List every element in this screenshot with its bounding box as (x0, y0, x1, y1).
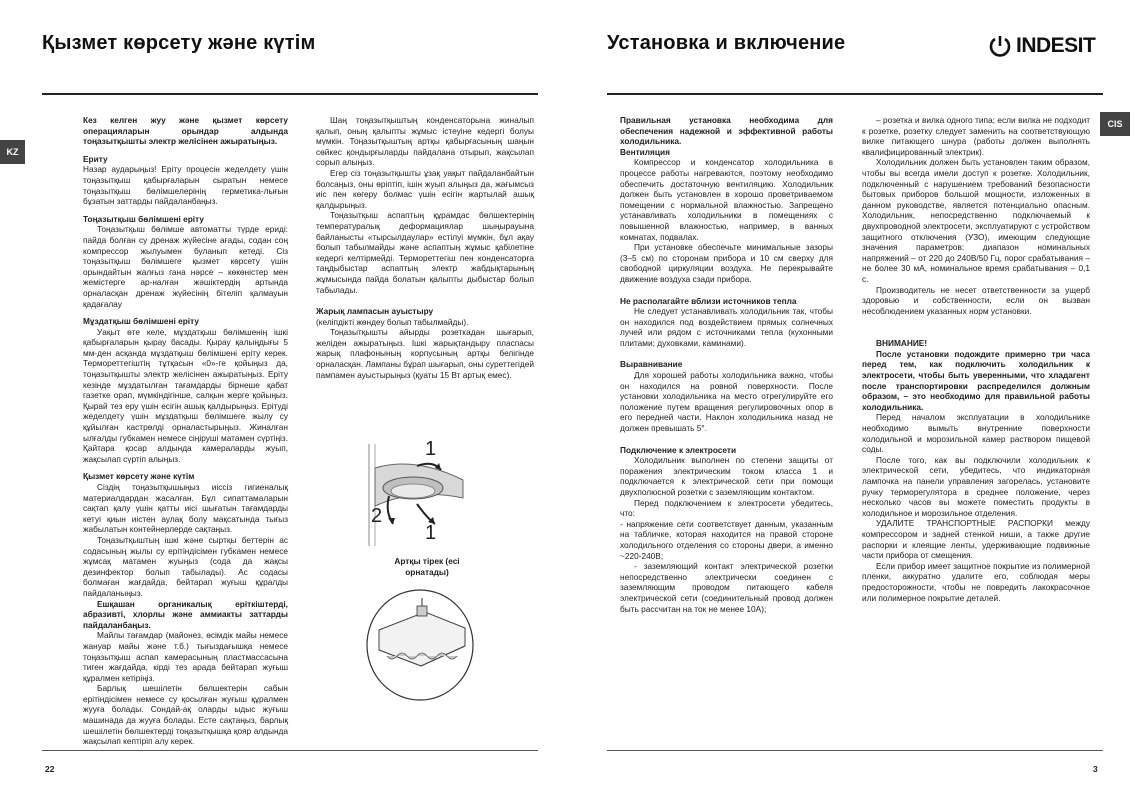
section-heading: Подключение к электросети (620, 444, 737, 455)
section-heading: Вентиляция (620, 146, 670, 157)
section-heading: Мұздатқыш бөлімшені еріту (83, 316, 199, 327)
warning-paragraph: После установки подождите примерно три часа перед тем, как подключить холодильник к электросети, чтобы быть уверенными, что хладагент после транспортировки распределился должным образом, – это необходимо для правильной работы холодильника. (862, 348, 1090, 412)
paragraph: Тоңазытқыштың ішкі және сыртқы беттерін ас содасының жылы су ерітіндісімен губкамен немесе жұмсақ матамен жуыңыз (сода да жақсы дезинфектор болып табылады). Ас содасы болмаған жағдайда, бейтарап жуғыш құралды пайдаланыңыз. (83, 534, 288, 598)
paragraph: Назар аударыңыз! Еріту процесін жеделдету үшін тоңазытқыш қабырғаларын сыратын немесе тоңазытқыш бөлімшелерінің герметика-лығын бұзатын заттарды пайдаланбаңыз. (83, 164, 288, 207)
figure-caption: Артқы тірек (есі орнатады) (394, 556, 460, 577)
section-heading: Жарық лампасын ауыстыру (316, 306, 434, 317)
indesit-logo (988, 34, 1095, 58)
paragraph: Тоңазытқыш аспаптың құрамдас бөлшектерінің температуралық деформациялар шыңырауына байланысты «тырсылдаулар» естілуі мүмкін, бұл ақау болып табылмайды және аспаптың жұмыс қабілетіне кедергі келтірмейді. Термореттегіш пен конденсаторға таңдыбыстар аспаптың электр жабдықтарының жұмысында пайда болатын қалыпты дыбыстар болып табылады. (316, 210, 534, 295)
logo-wordmark: INDESIT (1016, 34, 1096, 57)
right-page-number: 3 (1093, 764, 1098, 774)
paragraph: Если прибор имеет защитное покрытие из полимерной пленки, аккуратно удалите его, соблюдая меры предосторожности, чтобы не повредить лакокрасочное или полимерное покрытие деталей. (862, 560, 1090, 603)
paragraph: Холодильник выполнен по степени защиты от поражения электрическим током класса 1 и подключается к электрической сети при помощи двухполюсной розетки с заземляющим контактом. (620, 455, 833, 497)
paragraph: - напряжение сети соответствует данным, указанным на табличке, которая находится на правой стороне холодильного отделения со стороны двери, а именно ~220-240В; (620, 518, 833, 561)
paragraph: Майлы тағамдар (майонез, өсімдік майы немесе жануар майы және т.б.) тығыздағышқа немесе тоңазытқыш аспап камерасының пластмассасына тиген жағдайда, кірді тез арада бейтарап жуғыш құралмен кетіріңіз. (83, 630, 288, 683)
section-heading: Не располагайте вблизи источников тепла (620, 295, 797, 306)
paragraph: – розетка и вилка одного типа; если вилка не подходит к розетке, розетку следует заменить на соответствующую вилке питающего шнура (работы должен выполнять квалифицированный электрик). (862, 115, 1090, 157)
paragraph: Тоңазытқышты айырды розеткадан шығарып, желіден ажыратыңыз. Ішкі жарықтандыру пласпасы жарық плафонының корпусының артқы белігінде орналасқан. Лампаны бұрап шығарып, оны суреттегідей пампамен ауыстырыңыз (қуаты 15 Вт артық емес). (316, 327, 534, 380)
left-column-2 (316, 115, 534, 380)
intro-warning: Кез келген жуу және қызмет көрсету операцияларын орындар алдында тоңазытқышты электр желісінен ажыратыңыз. (83, 115, 288, 147)
paragraph: - заземляющий контакт электрической розетки непосредственно электрически соединен с заземляющим проводом питающего кабеля электрической сети (соединительный провод должен быть рассчитан на ток не менее 10А); (620, 561, 833, 614)
paragraph: Перед началом эксплуатации в холодильнике необходимо вымыть внутренние поверхности холодильной и морозильной камер раствором пищевой соды. (862, 412, 1090, 455)
warning-heading: ВНИМАНИЕ! (876, 338, 928, 349)
paragraph: Егер сіз тоңазытқышты ұзақ уақыт пайдаланбайтын болсаңыз, оны өріптіп, ішін жуып алыңыз да, жағымсыз иіс пен көгеру болмас үшін есігін жартылай ашық қалдырыңыз. (316, 167, 534, 210)
paragraph: Для хорошей работы холодильника важно, чтобы он находился на ровной поверхности. После установки холодильника на место отрегулируйте его положение путем вращения регулировочных опор в его передней части. Наклон холодильника назад не должен превышать 5°. (620, 370, 833, 434)
left-column-1 (83, 115, 288, 747)
right-column-2 (862, 115, 1090, 603)
left-footer-rule (42, 750, 538, 751)
paragraph: Тоңазытқыш бөлімше автоматты түрде ериді: пайда болған су дренаж жүйесіне ағады, содан соң компрессор жылуымен буланып кетеді. Сіз тоңазытқыш бөлімшеге қызмет көрсету үшін орындайтын жалғыз гана нәрсе – көкөністер мен жемістерге ар-налған жәшіктердің артында орналасқан дренаж жүйесінің бітеліп қалмауын қадағалау (83, 224, 288, 309)
paragraph: Холодильник должен быть установлен таким образом, чтобы вы всегда имели доступ к розетке. Холодильник, подключенный с нарушением требований безопасности бытовых приборов большой мощности, изложенных в данном руководстве, является потенциально опасным. Холодильник, непосредственно подключаемый к двухпроводной электросети, эксплуатируют с устройством защитного отключения (УЗО), имеющим следующие значения параметров: диапазон номинальных напряжений – от 220 до 240В/50 Гц, порог срабатывания – не более 30 мА, номинальное время срабатывания – 0,1 с. (862, 157, 1090, 284)
paragraph: При установке обеспечьте минимальные зазоры (3–5 см) по сторонам прибора и 10 см сверху для свободной циркуляции воздуха. Не перекрывайте движение воздуха сзади прибора. (620, 242, 833, 284)
paragraph: Не следует устанавливать холодильник так, чтобы он находился под воздействием прямых солнечных лучей или рядом с источниками тепла (кухонными плитами; духовками, каминами). (620, 306, 833, 348)
power-icon (988, 34, 1012, 58)
section-heading: Қызмет көрсету және күтім (83, 471, 195, 482)
cis-language-tab: CIS (1100, 112, 1130, 136)
left-header-rule (42, 93, 538, 95)
figure-label-1-bottom: 1 (425, 522, 437, 544)
paragraph: (келіпдікті жөндеу болып табылмайды). (316, 316, 469, 327)
right-footer-rule (607, 750, 1103, 751)
lamp-illustration (355, 438, 475, 553)
paragraph: УДАЛИТЕ ТРАНСПОРТНЫЕ РАСПОРКИ между компрессором и задней стенкой ниши, а также другие распорки и клеящие ленты, удерживающие подвижные части прибора от смещения. (862, 518, 1090, 561)
kz-language-tab: KZ (0, 140, 25, 164)
rear-spacer-illustration (365, 588, 475, 702)
figure-label-2: 2 (371, 505, 383, 527)
right-header-rule (607, 93, 1103, 95)
figure-label-1-top: 1 (425, 438, 437, 460)
right-page-title: Установка и включение (607, 32, 846, 54)
paragraph: После того, как вы подключили холодильник к электрической сети, убедитесь, что индикаторная лампочка на панели управления загорелась, установите ручку терморегулятора в среднее положение, через несколько часов вы можете поместить продукты в холодильное и морозильное отделения. (862, 454, 1090, 518)
paragraph: Барлық шешілетін бөлшектерін сабын ерітіндісімен немесе су қосылған жуғыш құралмен жууға болады. Сондай-ақ оларды ыдыс жуғыш машинада да жууға болады. Есте сақтаңыз, барлық шешілетін бөлшектерді тоңазытқышқа қояр алдында жақсылап кептіріп алу керек. (83, 683, 288, 747)
section-heading: Ериту (83, 153, 108, 164)
right-column-1 (620, 115, 833, 614)
intro-note: Правильная установка необходима для обеспечения надежной и эффективной работы холодильника. (620, 115, 833, 147)
left-page-title: Қызмет көрсету және күтім (42, 32, 316, 54)
section-heading: Выравнивание (620, 359, 683, 370)
section-heading: Тоңазытқыш бөлімшені еріту (83, 213, 205, 224)
paragraph: Шаң тоңазытқыштың конденсаторына жиналып қалып, оның қалыпты жұмыс істеуіне кедергі болуы мүмкін. Тоңазытқыштың артқы қабырғасының шаңын сөйкес қондырғыларды пайдалана отырып, жақсылап сорып алыңыз. (316, 115, 534, 168)
paragraph: Перед подключением к электросети убедитесь, что: (620, 497, 833, 519)
paragraph: Производитель не несет ответственности за ущерб здоровью и собственности, если он вызван несоблюдением указанных норм установки. (862, 284, 1090, 316)
paragraph: Уақыт өте келе, мұздатқыш бөлімшенің ішкі қабырғаларын қырау басады. Қырау қалыңдығы 5 мм-ден асқанда мұздатқыш бөлімшені еріту керек. Термореттегіштің тұтқасын «0»-ге қойыңыз да, тоңазытқышты электр желісінен ажыратыңыз. Еріту кезінде мұздатылған тағамдарды бірнеше қабат газетке орап, мүмкіндігінше, салқын жерге қойыңыз. Қырай тез еру үшін есігін ашық қалдырыңыз. Ерітуді жеделдету үшін мұздатқыш бөлімшеге жылу су құйылған кастрөлді орналастырыңыз. Жиналған ылғалды губкамен немесе сіңіруші матамен сүртіңіз. Қайтара қосар алдында камераларды жуып, жақсылап сүртіп алыңыз. (83, 326, 288, 464)
left-page-number: 22 (45, 764, 55, 774)
paragraph: Компрессор и конденсатор холодильника в процессе работы нагреваются, поэтому необходимо обеспечить достаточную вентиляцию. Холодильник должен быть установлен в хорошо проветриваемом помещении с нормальной влажностью. Запрещено устанавливать холодильники в помещениях с повышенной влажностью, например, в ванных комнатах, подвалах. (620, 157, 833, 242)
paragraph: Сіздің тоңазытқышыңыз иіссіз гигиеналық материалдардан жасалған. Бұл сипаттамаларын сақтап қалу үшін қатты иісі шығатын тағамдарды кетуі қиын иістен аулақ болу мақсатында тығыз жабылатын контейнерлерде сақтаңыз. (83, 482, 288, 535)
paragraph-bold: Ешқашан органикалық еріткіштерді, абразивті, хлорлы және аммиакты заттарды пайдаланбаңыз. (83, 598, 288, 630)
